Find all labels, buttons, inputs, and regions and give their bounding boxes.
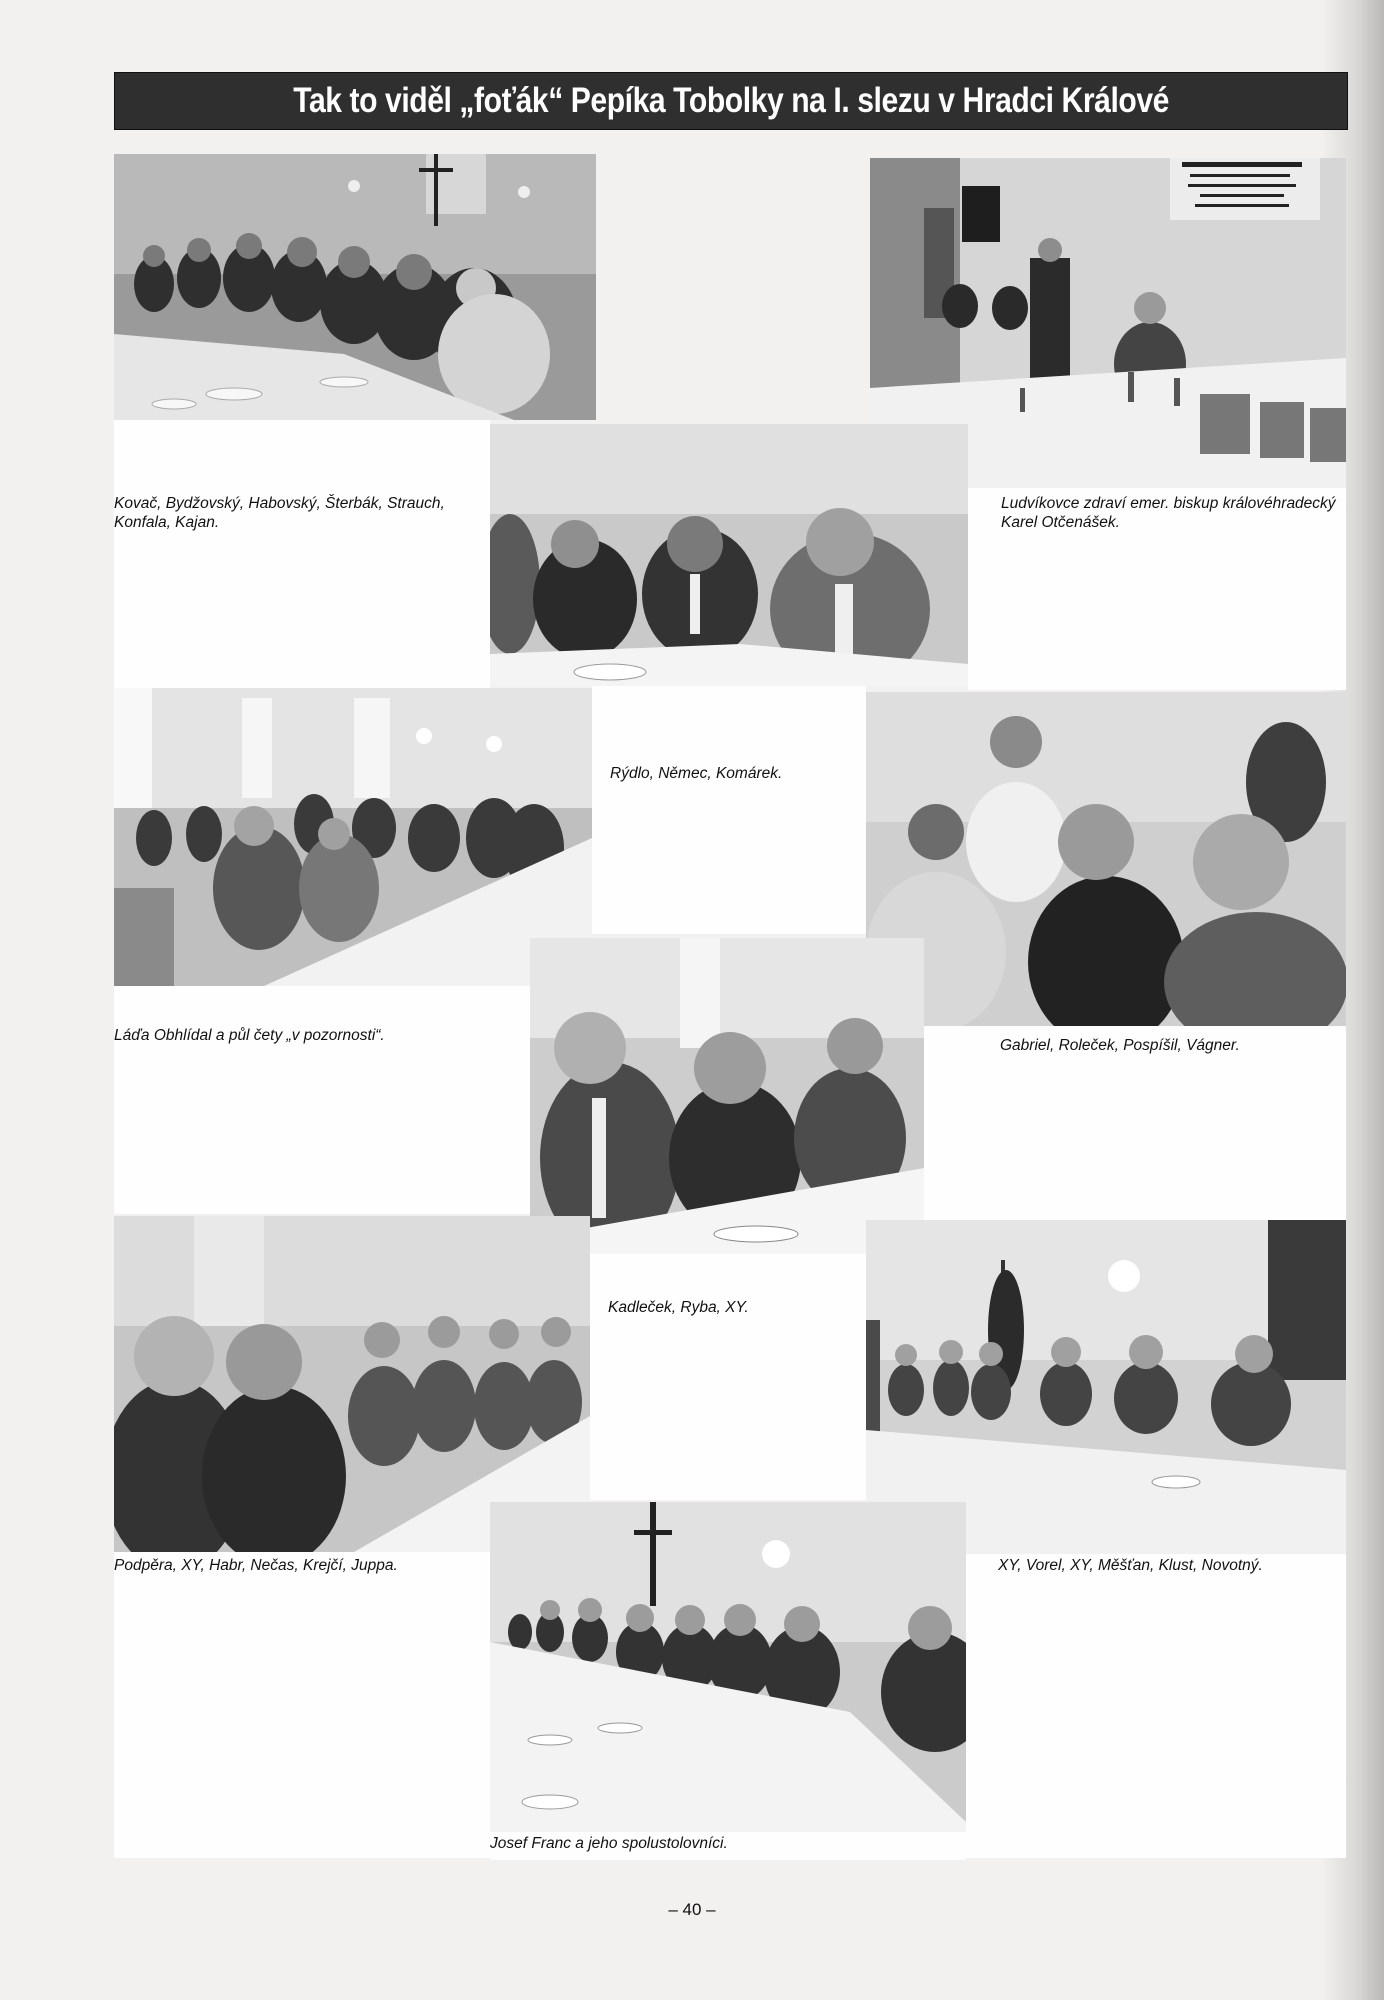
photo-caption: Kovač, Bydžovský, Habovský, Šterbák, Strauch, Konfala, Kajan. (114, 495, 445, 531)
photo-caption: Ludvíkovce zdraví emer. biskup královéhradecký Karel Otčenášek. (1001, 495, 1336, 531)
caption-box-1 (114, 420, 490, 688)
caption-box-7 (114, 1550, 492, 1858)
photo-banquet-row-crucifix (114, 154, 596, 420)
caption-box-6 (590, 1254, 866, 1500)
caption-box-8 (966, 1554, 1346, 1858)
photo-caption: Rýdlo, Němec, Komárek. (610, 765, 783, 782)
photo-caption: Kadleček, Ryba, XY. (608, 1299, 749, 1316)
photo-caption: XY, Vorel, XY, Měšťan, Klust, Novotný. (998, 1557, 1263, 1574)
photo-caption: Láďa Obhlídal a půl čety „v pozornosti“. (114, 1027, 385, 1044)
photo-three-seated-men (530, 938, 924, 1254)
caption-box-9 (490, 1830, 966, 1860)
photo-caption: Josef Franc a jeho spolustolovníci. (490, 1835, 728, 1852)
caption-box-3 (592, 686, 866, 934)
page-number: – 40 – (668, 1900, 716, 1919)
page-title: Tak to viděl „foťák“ Pepíka Tobolky na I. slezu v Hradci Králové (293, 81, 1169, 120)
photo-caption: Gabriel, Roleček, Pospíšil, Vágner. (1000, 1037, 1240, 1054)
caption-box-4 (114, 986, 530, 1214)
photo-caption: Podpěra, XY, Habr, Nečas, Krejčí, Juppa. (114, 1557, 398, 1574)
photo-three-men-table (490, 424, 968, 686)
page-title-bar (114, 72, 1348, 130)
photo-hall-wide-view (114, 688, 592, 986)
photo-long-table-crucifix (490, 1502, 966, 1832)
photo-four-men-closeup (866, 692, 1346, 1026)
caption-box-5 (924, 1024, 1346, 1220)
